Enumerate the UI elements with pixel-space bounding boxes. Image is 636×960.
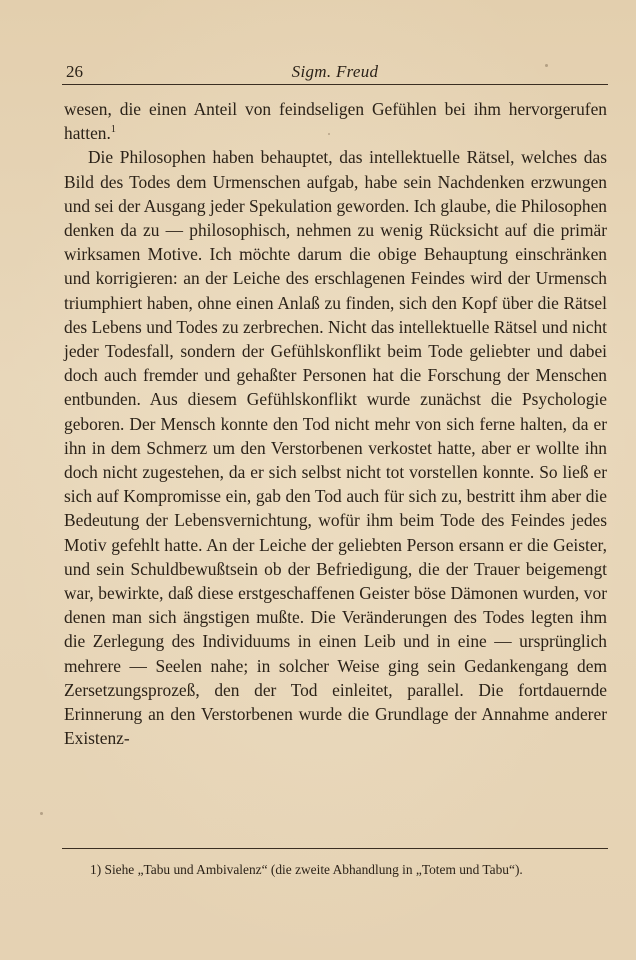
paper-speck (40, 812, 43, 815)
paragraph-continuation (64, 97, 607, 145)
footnote: 1) Siehe „Tabu und Ambivalenz“ (die zweite Abhandlung in „Totem und Tabu“). (90, 862, 523, 877)
paragraph-2: Die Philosophen haben behauptet, das intellektuelle Rätsel, welches das Bild des Todes dem Urmenschen aufgab, habe sein Nachdenken erzwungen und sei der Ausgang jeder Spekulation geworden. Ich glaube, die Philosophen denken da zu — philosophisch, nehmen zu wenig Rücksicht auf die primär wirksamen Motive. Ich möchte darum die obige Behauptung einschränken und korrigieren: an der Leiche des erschlagenen Feindes wird der Urmensch triumphiert haben, ohne einen Anlaß zu finden, sich den Kopf über die Rätsel des Lebens und Todes zu zerbrechen. Nicht das intellektuelle Rätsel und nicht jeder Todesfall, sondern der Gefühlskonflikt beim Tode geliebter und dabei doch auch fremder und gehaßter Personen hat die Forschung der Menschen entbunden. Aus diesem Gefühlskonflikt wurde zunächst die Psychologie geboren. Der Mensch konnte den Tod nicht mehr von sich ferne halten, da er ihn in dem Schmerz um den Verstorbenen verkostet hatte, aber er wollte ihn doch nicht zugestehen, da er sich selbst nicht tot vorstellen konnte. So ließ er sich auf Kompromisse ein, gab den Tod auch für sich zu, bestritt ihm aber die Bedeutung der Lebensvernichtung, wofür ihm beim Tode des Feindes jedes Motiv gefehlt hatte. An der Leiche der geliebten Person ersann er die Geister, und sein Schuldbewußtsein ob der Befriedigung, die der Trauer beigemengt war, bewirkte, daß diese erstgeschaffenen Geister böse Dämonen wurden, vor denen man sich ängstigen mußte. Die Veränderungen des Todes legten ihm die Zerlegung des Individuums in einen Leib und in eine — ursprünglich mehrere — Seelen nahe; in solcher Weise ging sein Gedankengang dem Zersetzungsprozeß, den der Tod einleitet, parallel. Die fortdauernde Erinnerung an den Verstorbenen wurde die Grundlage der Annahme anderer Existenz- (64, 147, 607, 749)
body-text (64, 97, 607, 750)
paper-speck (328, 133, 330, 135)
paper-speck (545, 64, 548, 67)
footnote-divider (62, 848, 608, 849)
paragraph-1-text: wesen, die einen Anteil von feindseligen Gefühlen bei ihm hervorgerufen hatten. (64, 99, 607, 144)
footnote-marker: 1 (110, 124, 116, 136)
running-head: Sigm. Freud (291, 62, 379, 81)
page-number: 26 (66, 62, 83, 81)
page-header (62, 60, 608, 85)
